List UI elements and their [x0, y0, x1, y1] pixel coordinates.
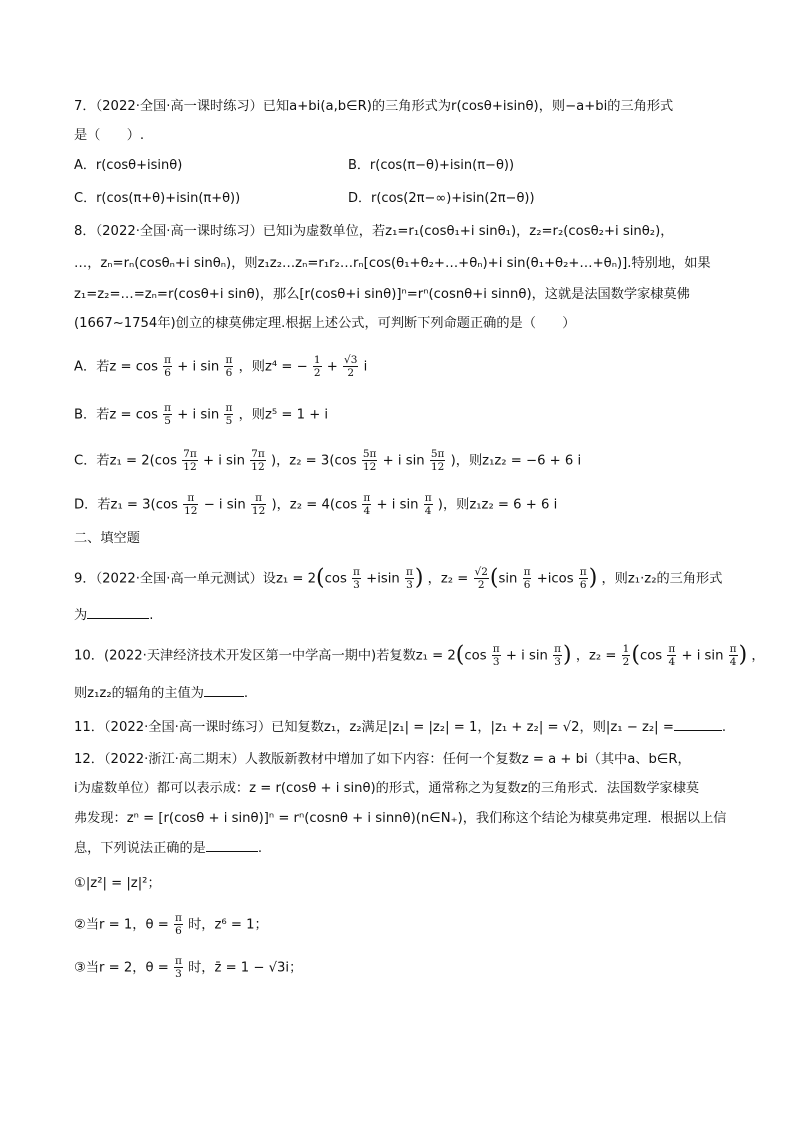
- fraction: $\frac{\pi}{4}$: [668, 643, 676, 668]
- fraction: $\frac{5\pi}{12}$: [362, 448, 377, 473]
- fraction: $\frac{\pi}{3}$: [353, 566, 360, 591]
- fraction: $\frac{\pi}{6}$: [174, 912, 182, 937]
- fraction: $\frac{5\pi}{12}$: [430, 448, 445, 473]
- section-heading-fill-blank: 二、填空题: [74, 531, 140, 546]
- fraction: $\frac{\pi}{3}$: [492, 643, 500, 668]
- answer-blank: [674, 718, 722, 731]
- q8-option-c: C．若z₁ = 2(cos $\frac{7\pi}{12}$ + i sin $\frac{7\pi}{12}$ )，z₂ = 3(cos $\frac{5\pi}{12}$ + i sin $\frac{5\pi}{12}$ )，则z₁z₂ = −6 + 6 i: [74, 448, 582, 473]
- fraction: $\frac{\pi}{12}$: [251, 492, 266, 517]
- q12-item3: ③当r = 2，θ = $\frac{\pi}{3}$ 时，z̄ = 1 − √3i；: [74, 955, 303, 980]
- fraction: $\frac{1}{2}$: [622, 643, 630, 668]
- q7-stem-cont: 是（ ）.: [74, 128, 145, 143]
- q9-line1: 9．（2022·全国·高一单元测试）设z₁ = 2(cos $\frac{\pi}{3}$ +isin $\frac{\pi}{3}$ ) ，z₂ = $\frac{√2}{2}$ (sin $\frac{\pi}{6}$ +icos $\frac{\pi}{6}$ ) ，则z₁·z₂的三角形式: [74, 565, 723, 591]
- fraction: $\frac{\pi}{6}$: [579, 566, 587, 591]
- q9-line2: 为 .: [74, 608, 154, 623]
- q11-line: 11．（2022·全国·高一课时练习）已知复数z₁，z₂满足|z₁| = |z₂| = 1，|z₁ + z₂| = √2，则|z₁ − z₂| = .: [74, 720, 727, 735]
- q7-option-c: C．r(cos(π+θ)+isin(π+θ)): [74, 191, 241, 206]
- answer-blank: [206, 839, 258, 852]
- q7-option-b: B．r(cos(π−θ)+isin(π−θ)): [348, 158, 515, 173]
- q10-line2: 则z₁z₂的辐角的主值为 .: [74, 686, 249, 701]
- fraction: $\frac{\pi}{4}$: [729, 643, 737, 668]
- fraction: $\frac{1}{2}$: [313, 354, 321, 379]
- q12-line3: 弗发现：zⁿ = [r(cosθ + i sinθ)]ⁿ = rⁿ(cosnθ + i sinnθ)(n∈N₊)，我们称这个结论为棣莫弗定理．根据以上信: [74, 811, 727, 826]
- fraction: $\frac{√2}{2}$: [474, 566, 488, 591]
- fraction: $\frac{\pi}{3}$: [174, 955, 182, 980]
- fraction: $\frac{\pi}{5}$: [225, 402, 233, 427]
- fraction: $\frac{\pi}{3}$: [554, 643, 562, 668]
- q8-option-a: A．若z = cos $\frac{\pi}{6}$ + i sin $\frac{\pi}{6}$ ，则z⁴ = − $\frac{1}{2}$ + $\frac{√3}{2}$ i: [74, 354, 368, 379]
- q7-stem: 7．（2022·全国·高一课时练习）已知a+bi(a,b∈R)的三角形式为r(cosθ+isinθ)，则−a+bi的三角形式: [74, 99, 674, 114]
- answer-blank: [204, 684, 244, 697]
- fraction: $\frac{\pi}{6}$: [225, 354, 233, 379]
- q12-item2: ②当r = 1，θ = $\frac{\pi}{6}$ 时，z⁶ = 1；: [74, 912, 268, 937]
- q8-line4: (1667~1754年)创立的棣莫佛定理.根据上述公式，可判断下列命题正确的是（ ）: [74, 316, 576, 331]
- q12-line2: i为虚数单位）都可以表示成：z = r(cosθ + i sinθ)的形式，通常称之为复数z的三角形式．法国数学家棣莫: [74, 781, 700, 796]
- q12-line1: 12．（2022·浙江·高二期末）人教版新教材中增加了如下内容：任何一个复数z = a + bi（其中a、b∈R，: [74, 752, 691, 767]
- fraction: $\frac{\pi}{5}$: [164, 402, 172, 427]
- q8-line1: 8．（2022·全国·高一课时练习）已知i为虚数单位，若z₁=r₁(cosθ₁+i sinθ₁)，z₂=r₂(cosθ₂+i sinθ₂)，: [74, 224, 674, 239]
- fraction: $\frac{\pi}{4}$: [363, 492, 371, 517]
- q8-option-d: D．若z₁ = 3(cos $\frac{\pi}{12}$ − i sin $\frac{\pi}{12}$ )，z₂ = 4(cos $\frac{\pi}{4}$ + i sin $\frac{\pi}{4}$ )，则z₁z₂ = 6 + 6 i: [74, 492, 558, 517]
- fraction: $\frac{√3}{2}$: [344, 354, 358, 379]
- fraction: $\frac{\pi}{3}$: [405, 566, 413, 591]
- fraction: $\frac{7\pi}{12}$: [251, 448, 265, 473]
- fraction: $\frac{7\pi}{12}$: [183, 448, 197, 473]
- fraction: $\frac{\pi}{12}$: [184, 492, 198, 517]
- q7-option-a: A．r(cosθ+isinθ): [74, 158, 183, 173]
- fraction: $\frac{\pi}{6}$: [164, 354, 172, 379]
- q12-item1: ①|z²| = |z|²；: [74, 876, 161, 891]
- q12-line4: 息，下列说法正确的是 .: [74, 841, 263, 856]
- q10-line1: 10．(2022·天津经济技术开发区第一中学高一期中)若复数z₁ = 2(cos $\frac{\pi}{3}$ + i sin $\frac{\pi}{3}$ ) ，z₂ = $\frac{1}{2}$ (cos $\frac{\pi}{4}$ + i sin $\frac{\pi}{4}$ ) ，: [74, 642, 765, 668]
- q8-line3: z₁=z₂=…=zₙ=r(cosθ+i sinθ)，那么[r(cosθ+i sinθ)]ⁿ=rⁿ(cosnθ+i sinnθ)，这就是法国数学家棣莫佛: [74, 287, 690, 302]
- q8-option-b: B．若z = cos $\frac{\pi}{5}$ + i sin $\frac{\pi}{5}$ ，则z⁵ = 1 + i: [74, 402, 329, 427]
- fraction: $\frac{\pi}{4}$: [424, 492, 432, 517]
- fraction: $\frac{\pi}{6}$: [523, 566, 531, 591]
- answer-blank: [87, 606, 149, 619]
- q7-option-d: D．r(cos(2π−∞)+isin(2π−θ)): [348, 191, 535, 206]
- q8-line2: …，zₙ=rₙ(cosθₙ+i sinθₙ)，则z₁z₂…zₙ=r₁r₂…rₙ[cos(θ₁+θ₂+…+θₙ)+i sin(θ₁+θ₂+…+θₙ)].特别地，如果: [74, 256, 711, 271]
